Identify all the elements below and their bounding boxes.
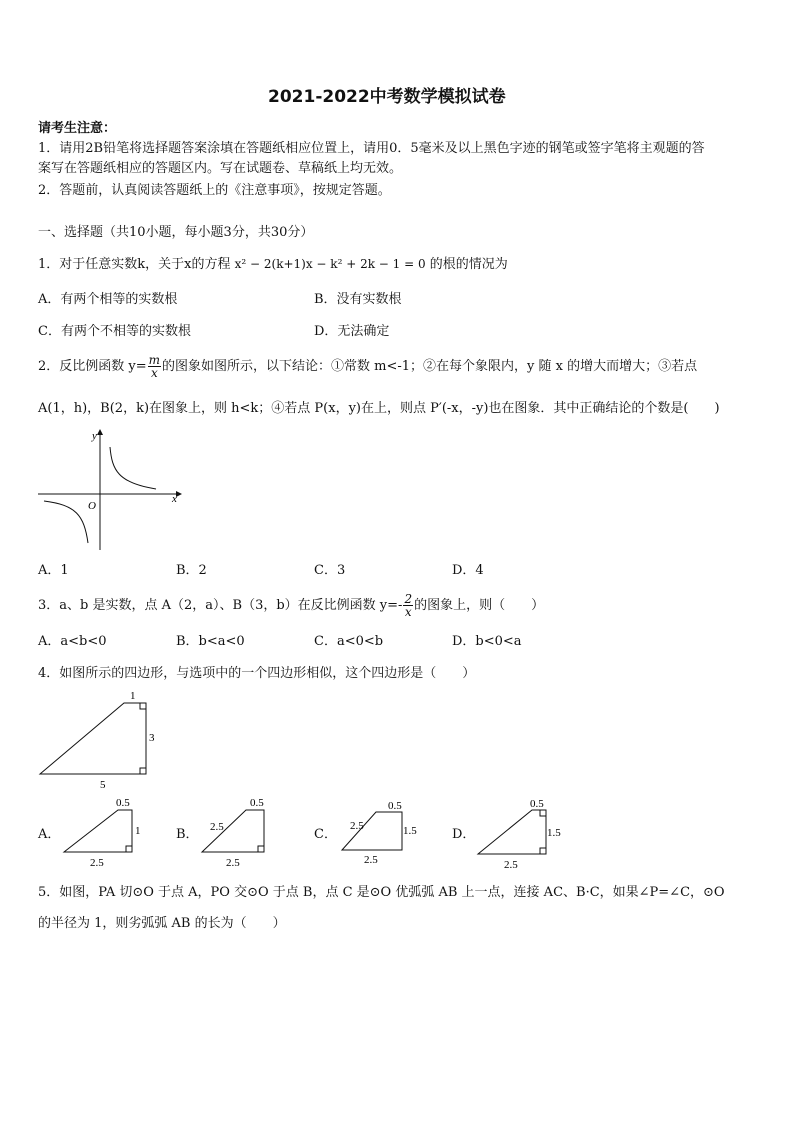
q2-option-c[interactable]: C．3 xyxy=(314,563,346,578)
notice-line-1b: 案写在答题纸相应的答题区内。写在试题卷、草稿纸上均无效。 xyxy=(38,161,403,176)
q4-option-d-figure[interactable] xyxy=(474,796,584,871)
main-bottom-label: 5 xyxy=(100,779,106,791)
trapezoid-shape xyxy=(478,810,546,854)
q2-fraction xyxy=(148,354,161,379)
option-b-left-label: 2.5 xyxy=(210,821,224,833)
q2-prefix: 2．反比例函数 y= xyxy=(38,359,147,374)
trapezoid-shape xyxy=(40,703,146,774)
section-heading: 一、选择题（共10小题，每小题3分，共30分） xyxy=(38,225,314,240)
q3-frac-den: x xyxy=(404,605,412,619)
option-d-top-label: 0.5 xyxy=(530,798,544,810)
main-right-label: 3 xyxy=(149,732,155,744)
option-d-right-label: 1.5 xyxy=(547,827,561,839)
option-c-top-label: 0.5 xyxy=(388,800,402,812)
q3-option-a[interactable]: A．a<b<0 xyxy=(38,634,107,649)
q4-option-d-letter[interactable]: D． xyxy=(452,827,476,842)
hyperbola-branch-q1 xyxy=(110,447,156,489)
q3-option-b[interactable]: B．b<a<0 xyxy=(176,634,245,649)
hyperbola-branch-q3 xyxy=(44,501,88,543)
trapezoid-shape xyxy=(64,810,132,852)
q1-option-a[interactable]: A．有两个相等的实数根 xyxy=(38,292,178,307)
q2-line1-rest: 的图象如图所示，以下结论：①常数 m<-1；②在每个象限内，y 随 x 的增大而增大；③若点 xyxy=(162,359,698,374)
right-angle-mark-bottom xyxy=(540,848,546,854)
q1-option-d[interactable]: D．无法确定 xyxy=(314,324,390,339)
q2-option-b[interactable]: B．2 xyxy=(176,563,207,578)
q1-prefix: 1．对于任意实数k，关于x的方程 xyxy=(38,257,231,272)
q3-frac-num: 2 xyxy=(404,592,413,606)
page-title: 2021-2022中考数学模拟试卷 xyxy=(268,87,506,107)
q1-equation: x² − 2(k+1)x − k² + 2k − 1 = 0 xyxy=(234,257,426,271)
option-c-left-label: 2.5 xyxy=(350,820,364,832)
q4-option-a-figure[interactable] xyxy=(60,796,160,871)
option-c-bottom-label: 2.5 xyxy=(364,854,378,866)
q4-option-c-figure[interactable] xyxy=(336,796,446,871)
q1-option-b[interactable]: B．没有实数根 xyxy=(314,292,402,307)
x-axis-arrow-icon xyxy=(176,491,182,497)
question-5-line-2: 的半径为 1，则劣弧弧 AB 的长为（ ） xyxy=(38,916,286,931)
notice-heading: 请考生注意： xyxy=(38,121,117,136)
q3-suffix: 的图象上，则（ ） xyxy=(414,598,545,613)
notice-line-2: 2．答题前，认真阅读答题纸上的《注意事项》，按规定答题。 xyxy=(38,183,391,198)
right-angle-mark-bottom xyxy=(140,768,146,774)
q2-option-d[interactable]: D．4 xyxy=(452,563,484,578)
option-b-top-label: 0.5 xyxy=(250,797,264,809)
q4-main-trapezoid xyxy=(36,688,166,793)
question-5-line-1: 5．如图，PA 切⊙O 于点 A，PO 交⊙O 于点 B，点 C 是⊙O 优弧弧 AB 上一点，连接 AC、B·C，如果∠P=∠C，⊙O xyxy=(38,885,725,900)
question-1 xyxy=(38,256,508,273)
y-axis-arrow-icon xyxy=(97,429,103,435)
q3-option-d[interactable]: D．b<0<a xyxy=(452,634,522,649)
option-a-right-label: 1 xyxy=(135,825,141,837)
question-3 xyxy=(38,593,544,619)
option-a-bottom-label: 2.5 xyxy=(90,857,104,869)
q4-option-b-figure[interactable] xyxy=(196,796,296,871)
right-angle-mark xyxy=(258,846,264,852)
right-angle-mark xyxy=(126,846,132,852)
option-a-top-label: 0.5 xyxy=(116,797,130,809)
q3-fraction xyxy=(403,593,413,618)
option-d-bottom-label: 2.5 xyxy=(504,859,518,871)
q1-suffix: 的根的情况为 xyxy=(429,257,508,272)
q4-option-b-letter[interactable]: B． xyxy=(176,827,199,842)
q2-option-a[interactable]: A．1 xyxy=(38,563,69,578)
question-2-line-1 xyxy=(38,354,697,380)
question-4: 4．如图所示的四边形，与选项中的一个四边形相似，这个四边形是（ ） xyxy=(38,666,476,681)
q3-prefix: 3．a、b 是实数，点 A（2，a）、B（3，b）在反比例函数 y=- xyxy=(38,598,403,613)
q4-option-a-letter[interactable]: A． xyxy=(38,827,61,842)
question-2-line-2: A(1，h)，B(2，k)在图象上，则 h<k；④若点 P(x，y)在上，则点 P′(-x，-y)也在图象．其中正确结论的个数是( ) xyxy=(38,401,720,416)
q2-frac-num: m xyxy=(148,353,161,367)
option-c-right-label: 1.5 xyxy=(403,825,417,837)
q1-option-c[interactable]: C．有两个不相等的实数根 xyxy=(38,324,191,339)
q2-frac-den: x xyxy=(150,366,158,380)
option-b-bottom-label: 2.5 xyxy=(226,857,240,869)
origin-label: O xyxy=(88,500,96,512)
right-angle-mark-top xyxy=(140,703,146,709)
q2-hyperbola-graph xyxy=(36,425,196,555)
x-axis-label: x xyxy=(172,493,177,505)
right-angle-mark-top xyxy=(540,810,546,816)
notice-line-1a: 1．请用2B铅笔将选择题答案涂填在答题纸相应位置上，请用0．5毫米及以上黑色字迹的钢笔或签字笔将主观题的答 xyxy=(38,141,705,156)
main-top-label: 1 xyxy=(130,690,136,702)
q4-option-c-letter[interactable]: C． xyxy=(314,827,337,842)
y-axis-label: y xyxy=(92,430,97,442)
q3-option-c[interactable]: C．a<0<b xyxy=(314,634,384,649)
